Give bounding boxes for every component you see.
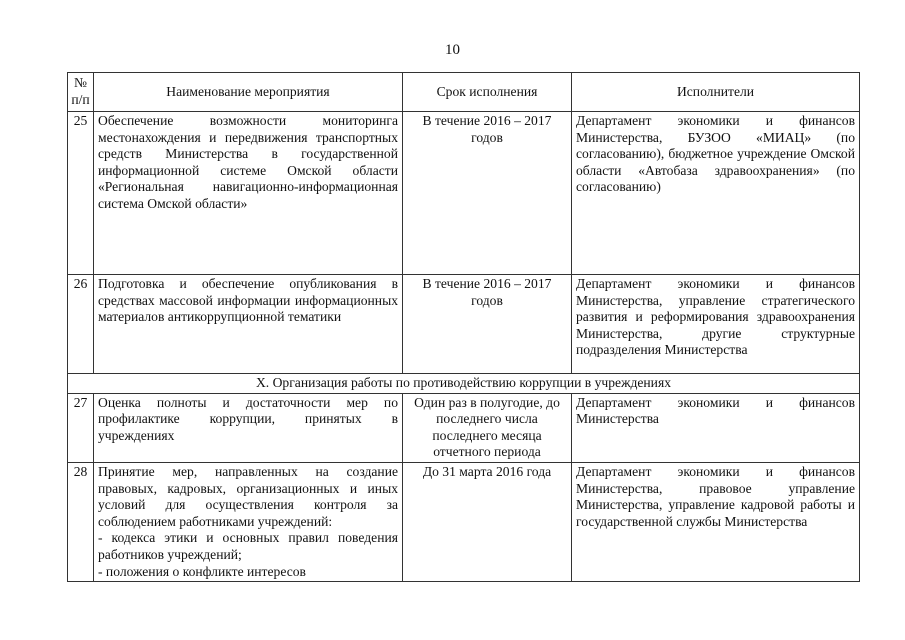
row-name-list-item: - положения о конфликте интересов [98, 563, 306, 579]
table-row [68, 393, 860, 462]
table-row [68, 275, 860, 374]
row-name: Оценка полноты и достаточности мер по профилактике коррупции, принятых в учреждениях [94, 393, 403, 462]
row-name-list-item: - кодекса этики и основных правил поведения работников учреждений; [98, 530, 398, 562]
row-name: Подготовка и обеспечение опубликования в средствах массовой информации информационных материалов антикоррупционной тематики [94, 275, 403, 374]
table-header-row [68, 73, 860, 112]
row-term: В течение 2016 – 2017 годов [403, 275, 572, 374]
row-num: 25 [68, 112, 94, 275]
measures-table [67, 72, 860, 582]
page-number: 10 [445, 42, 460, 58]
table-row [68, 462, 860, 581]
row-executors: Департамент экономики и финансов Министерства, правовое управление Министерства, управление кадровой работы и государственной службы Министерства [572, 462, 860, 581]
header-executors: Исполнители [572, 73, 860, 112]
row-term: В течение 2016 – 2017 годов [403, 112, 572, 275]
row-num: 27 [68, 393, 94, 462]
row-name: Обеспечение возможности мониторинга местонахождения и передвижения транспортных средств Министерства в государственной информационной системе Омской области «Региональная навигационно-информационная система Омской области» [94, 112, 403, 275]
row-term: Один раз в полугодие, до последнего числа последнего месяца отчетного периода [403, 393, 572, 462]
header-num: № п/п [68, 73, 94, 112]
row-name-paragraph: Принятие мер, направленных на создание правовых, кадровых, организационных и иных условий для осуществления контроля за соблюдением работниками учреждений: [98, 463, 398, 529]
row-name [94, 462, 403, 581]
row-executors: Департамент экономики и финансов Министерства, БУЗОО «МИАЦ» (по согласованию), бюджетное учреждение Омской области «Автобаза здравоохранения» (по согласованию) [572, 112, 860, 275]
row-term: До 31 марта 2016 года [403, 462, 572, 581]
section-title: X. Организация работы по противодействию коррупции в учреждениях [68, 374, 860, 394]
row-executors: Департамент экономики и финансов Министерства [572, 393, 860, 462]
row-executors: Департамент экономики и финансов Министерства, управление стратегического развития и реформирования здравоохранения Министерства, другие структурные подразделения Министерства [572, 275, 860, 374]
section-row [68, 374, 860, 394]
header-name: Наименование мероприятия [94, 73, 403, 112]
table-row [68, 112, 860, 275]
row-num: 28 [68, 462, 94, 581]
header-term: Срок исполнения [403, 73, 572, 112]
row-num: 26 [68, 275, 94, 374]
